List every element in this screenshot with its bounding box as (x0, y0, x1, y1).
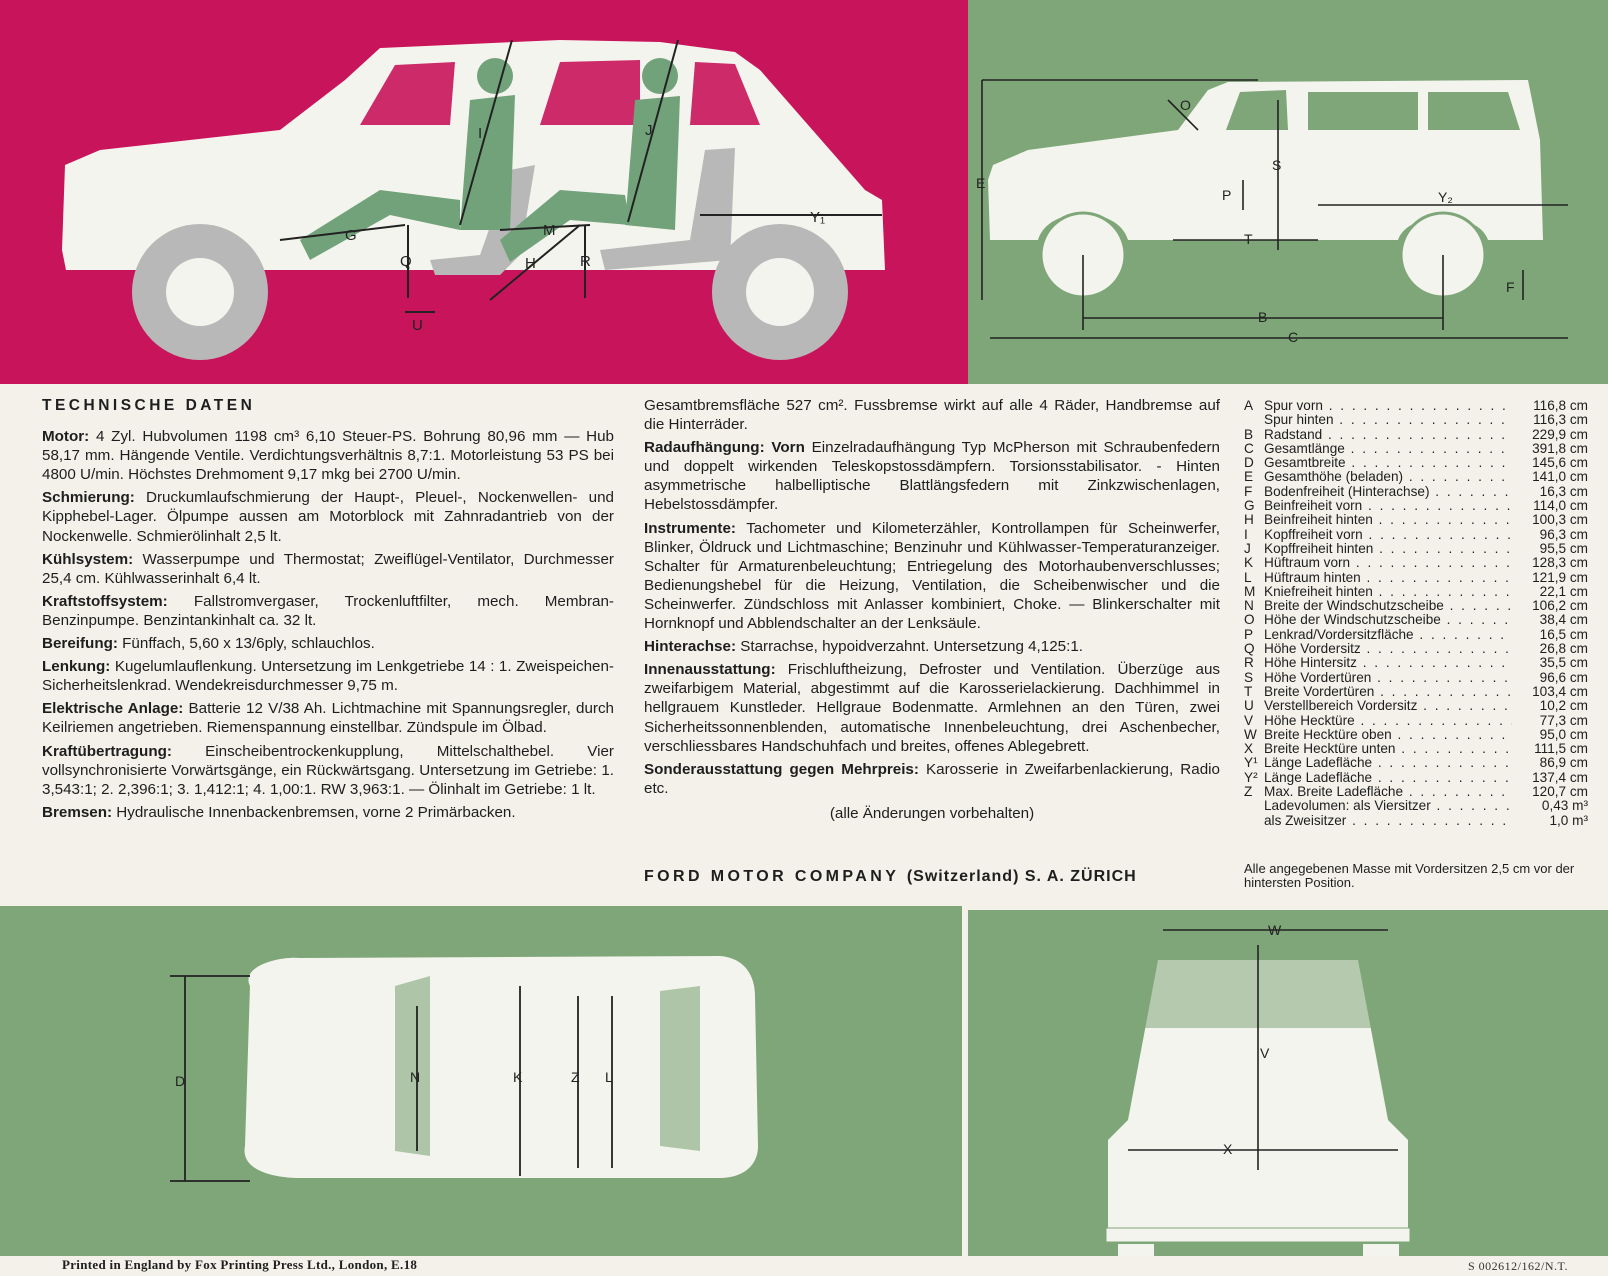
dimension-letter (1244, 814, 1264, 828)
label-T: T (1244, 231, 1253, 247)
dimension-value: 121,9 cm (1512, 571, 1588, 585)
dimension-row (1244, 528, 1588, 542)
bumper (1106, 1228, 1410, 1242)
dimension-row (1244, 556, 1588, 570)
dimension-value: 10,2 cm (1512, 699, 1588, 713)
dimension-letter: W (1244, 726, 1257, 742)
dimension-label: Lenkrad/Vordersitzfläche . . . (1264, 628, 1512, 642)
dimension-value: 128,3 cm (1512, 556, 1588, 570)
dimension-row (1244, 728, 1588, 742)
label-X: X (1223, 1141, 1233, 1157)
dimension-letter (1244, 799, 1264, 813)
dimension-letter: P (1244, 626, 1254, 642)
spec-paragraph: Instrumente: Tachometer und Kilometerzähler, Kontrollampen für Scheinwerfer, Blinker, Öldruck und Lichtmaschine; Benzinuhr und Kühlwasser-Temperaturanzeiger. Schalter für Armaturenbeleuchtung; Entriegelung des Motorhaubenverschlusses; Bedienungshebel für die Heizung, Ventilation, die Scheibenwischer und die Scheinwerfer. Zündschloss mit Anlasser kombiniert, Choke. — Blinkerschalter mit Hornknopf und Abblendschalter an der Lenksäule. (644, 519, 1220, 633)
dimension-value: 111,5 cm (1512, 742, 1588, 756)
dimension-value: 106,2 cm (1512, 599, 1588, 613)
technical-data-column-2 (644, 396, 1220, 823)
technical-data-heading: TECHNISCHE DATEN (42, 397, 256, 414)
spec-paragraph: Bremsen: Hydraulische Innenbackenbremsen, vorne 2 Primärbacken. (42, 803, 516, 821)
dimension-label: Hüftraum vorn . . . (1264, 556, 1512, 570)
dimension-label: Höhe Vordersitz . . . (1264, 642, 1512, 656)
dimension-row (1244, 671, 1588, 685)
dimension-row (1244, 685, 1588, 699)
dimension-row (1244, 442, 1588, 456)
dimension-value: 114,0 cm (1512, 499, 1588, 513)
dimension-letter (1244, 413, 1264, 427)
dimension-value: 86,9 cm (1512, 756, 1588, 770)
dimension-letter: L (1244, 569, 1252, 585)
side-view-car-drawing (0, 0, 968, 384)
label-O: O (1180, 97, 1191, 113)
dimension-row (1244, 513, 1588, 527)
spec-paragraph: Bereifung: Fünffach, 5,60 x 13/6ply, schlauchlos. (42, 635, 375, 653)
spec-paragraph: Kühlsystem: Wasserpumpe und Thermostat; Zweiflügel-Ventilator, Durchmesser 25,4 cm. Kühlwasserinhalt 6,4 lt. (42, 550, 614, 587)
dimension-label: Höhe Vordertüren . . . (1264, 671, 1512, 685)
side-view-dimensions-diagram (968, 0, 1608, 384)
top-view-car-drawing (0, 906, 962, 1276)
dimension-label: Länge Ladefläche . . . (1264, 771, 1512, 785)
spec-paragraph: Kraftübertragung: Einscheibentrockenkupplung, Mittelschalthebel. Vier vollsynchronisierte Vorwärtsgänge, ein Rückwärtsgang. Untersetzung im Getriebe: 1. 3,543:1; 2. 2,396:1; 3. 1,412:1; 4. 1,00:1. RW 3,963:1. — Ölinhalt im Getriebe: 1 lt. (42, 742, 614, 798)
dimension-value: 116,8 cm (1512, 399, 1588, 413)
dimension-label: Kopffreiheit hinten . . . (1264, 542, 1512, 556)
dimensions-note: Alle angegebenen Masse mit Vordersitzen 2,5 cm vor der hintersten Position. (1244, 861, 1575, 890)
dimension-label: Gesamthöhe (beladen) . . . (1264, 470, 1512, 484)
dimension-label: Spur vorn . . . (1264, 399, 1512, 413)
windshield-top (395, 976, 430, 1156)
dimension-label: als Zweisitzer . . . (1264, 814, 1512, 828)
dimension-value: 116,3 cm (1512, 413, 1588, 427)
dimension-value: 77,3 cm (1512, 714, 1588, 728)
label-U: U (412, 317, 423, 334)
dimension-value: 22,1 cm (1512, 585, 1588, 599)
dimension-letter: V (1244, 712, 1254, 728)
dimension-label: Beinfreiheit vorn . . . (1264, 499, 1512, 513)
spec-paragraph: Schmierung: Druckumlaufschmierung der Haupt-, Pleuel-, Nockenwellen- und Kipphebel-Lager. Ölpumpe aussen am Motorblock mit Zahnradantrieb von der Nockenwelle. Schmierölinhalt 2,5 lt. (42, 489, 614, 545)
dimension-row (1244, 485, 1588, 499)
dimension-row (1244, 642, 1588, 656)
label-N: N (410, 1069, 421, 1085)
dimension-letter: E (1244, 469, 1254, 485)
dimension-letter: X (1244, 741, 1254, 757)
label-M: M (543, 222, 556, 239)
dimension-row (1244, 413, 1588, 427)
dimension-value: 96,3 cm (1512, 528, 1588, 542)
dimension-letter: J (1244, 540, 1251, 556)
dimension-row (1244, 542, 1588, 556)
dimension-letter: B (1244, 426, 1254, 442)
label-W: W (1268, 922, 1282, 938)
dimension-row (1244, 814, 1588, 828)
label-E: E (976, 175, 986, 191)
label-K: K (513, 1069, 523, 1085)
dimension-row (1244, 399, 1588, 413)
dimension-letter: G (1244, 498, 1255, 514)
dimension-value: 26,8 cm (1512, 642, 1588, 656)
dimension-label: Kniefreiheit hinten . . . (1264, 585, 1512, 599)
dimension-label: Breite Vordertüren . . . (1264, 685, 1512, 699)
dimension-label: Höhe der Windschutzscheibe . . . (1264, 613, 1512, 627)
dimension-letter: Y¹ (1244, 755, 1258, 771)
spec-paragraph: Radaufhängung: Vorn Einzelradaufhängung Typ McPherson mit Schraubenfedern und doppelt wirkenden Teleskopstossdämpfern. Torsionsstabilisator. - Hinten asymmetrische halbelliptische Blattlängsfedern mit Zinkzwischenlagen, Hebelstossdämpfer. (644, 439, 1220, 514)
dimension-label: Hüftraum hinten . . . (1264, 571, 1512, 585)
dimension-row (1244, 585, 1588, 599)
rear-window-top (660, 986, 700, 1151)
spec-paragraph: Lenkung: Kugelumlauflenkung. Untersetzung im Lenkgetriebe 14 : 1. Zweispeichen-Sicherheitslenkrad. Wendekreisdurchmesser 9,75 m. (42, 658, 614, 695)
label-J: J (645, 122, 653, 139)
side-view-diagram (0, 0, 968, 384)
label-Q: Q (400, 253, 412, 270)
spec-paragraph: Innenausstattung: Frischluftheizung, Defroster und Ventilation. Überzüge aus zweifarbigem Material, abgestimmt auf die Karosserielackierung. Dachhimmel in hellgrauem Kunstleder. Hellgraue Bodenmatte. Armlehnen an den Türen, zwei Sicherheitssonnenblenden, automatische Innenbeleuchtung, drei Aschenbecher, verschliessbares Handschuhfach und breites, offenes Ablegebrett. (644, 661, 1220, 755)
label-R: R (580, 253, 591, 270)
dimension-value: 100,3 cm (1512, 513, 1588, 527)
dimension-row (1244, 699, 1588, 713)
dimension-letter: O (1244, 612, 1255, 628)
printer-imprint: Printed in England by Fox Printing Press Ltd., London, E.18 (62, 1257, 418, 1272)
dimension-value: 96,6 cm (1512, 671, 1588, 685)
dimension-label: Breite Hecktüre unten . . . (1264, 742, 1512, 756)
dimension-label: Beinfreiheit hinten . . . (1264, 513, 1512, 527)
dimension-value: 16,3 cm (1512, 485, 1588, 499)
dimension-label: Kopffreiheit vorn . . . (1264, 528, 1512, 542)
label-D: D (175, 1073, 186, 1089)
spec-paragraph: Hinterachse: Starrachse, hypoidverzahnt. Untersetzung 4,125:1. (644, 638, 1083, 656)
dimension-value: 35,5 cm (1512, 656, 1588, 670)
label-P: P (1222, 187, 1232, 203)
company-title: FORD MOTOR COMPANY (644, 868, 899, 885)
dimension-value: 391,8 cm (1512, 442, 1588, 456)
dimension-label: Breite der Windschutzscheibe . . . (1264, 599, 1512, 613)
dimension-letter: K (1244, 555, 1254, 571)
label-Y2: Y₂ (1438, 189, 1453, 205)
side-dimensions-car-drawing (968, 0, 1608, 384)
dimension-row (1244, 756, 1588, 770)
dimension-row (1244, 613, 1588, 627)
dimension-row (1244, 714, 1588, 728)
dimension-label: Länge Ladefläche . . . (1264, 756, 1512, 770)
dimension-letter: M (1244, 583, 1256, 599)
dimensions-table (1244, 399, 1588, 828)
company-name (644, 868, 1137, 886)
dimension-row (1244, 785, 1588, 799)
label-G: G (345, 227, 357, 244)
dimension-value: 145,6 cm (1512, 456, 1588, 470)
dimension-value: 103,4 cm (1512, 685, 1588, 699)
spec-paragraph: Sonderausstattung gegen Mehrpreis: Karosserie in Zweifarbenlackierung, Radio etc. (644, 760, 1220, 797)
dimension-value: 1,0 m³ (1512, 814, 1588, 828)
dimension-row (1244, 656, 1588, 670)
dimension-label: Höhe Hecktüre . . . (1264, 714, 1512, 728)
dimension-letter: R (1244, 655, 1254, 671)
company-location: (Switzerland) S. A. ZÜRICH (906, 868, 1137, 885)
dimension-value: 0,43 m³ (1512, 799, 1588, 813)
spec-paragraph: Elektrische Anlage: Batterie 12 V/38 Ah. Lichtmachine mit Spannungsregler, durch Keilriemen angetrieben. Riemenspannung einstellbar. Zündspule im Ölbad. (42, 700, 614, 737)
dimension-label: Radstand . . . (1264, 428, 1512, 442)
top-view-diagram (0, 906, 962, 1276)
dimension-label: Verstellbereich Vordersitz . . . (1264, 699, 1512, 713)
dimension-row (1244, 428, 1588, 442)
dimension-row (1244, 470, 1588, 484)
spec-paragraph: Kraftstoffsystem: Fallstromvergaser, Trockenluftfilter, mech. Membran-Benzinpumpe. Benzintankinhalt ca. 32 lt. (42, 592, 614, 629)
label-C: C (1288, 329, 1299, 345)
dimension-label: Gesamtlänge . . . (1264, 442, 1512, 456)
dimension-letter: F (1244, 483, 1253, 499)
label-Y1: Y₁ (810, 209, 826, 226)
window-rear-right (1428, 92, 1520, 130)
dimension-letter: Q (1244, 641, 1255, 657)
dimension-value: 229,9 cm (1512, 428, 1588, 442)
dimension-label: Höhe Hintersitz . . . (1264, 656, 1512, 670)
dimension-row (1244, 499, 1588, 513)
dimension-letter: N (1244, 598, 1254, 614)
dimension-label: Gesamtbreite . . . (1264, 456, 1512, 470)
dimension-letter: S (1244, 669, 1254, 685)
label-Z: Z (571, 1069, 580, 1085)
label-S: S (1272, 157, 1282, 173)
dimension-label: Max. Breite Ladefläche . . . (1264, 785, 1512, 799)
dimension-label: Bodenfreiheit (Hinterachse) . . . (1264, 485, 1512, 499)
dimension-row (1244, 799, 1588, 813)
dimension-letter: H (1244, 512, 1254, 528)
dimension-value: 38,4 cm (1512, 613, 1588, 627)
technical-data-column-1 (42, 396, 614, 826)
label-F: F (1506, 279, 1515, 295)
label-V: V (1260, 1045, 1270, 1061)
dimension-value: 141,0 cm (1512, 470, 1588, 484)
dimension-letter: D (1244, 455, 1254, 471)
spec-paragraph: Motor: 4 Zyl. Hubvolumen 1198 cm³ 6,10 Steuer-PS. Bohrung 80,96 mm — Hub 58,17 mm. Hängende Ventile. Verdichtungsverhältnis 8,7:1. Motorleistung 53 PS bei 4800 U/min. Höchstes Drehmoment 9,17 mkg bei 2700 U/min. (42, 428, 614, 484)
rear-view-car-drawing (968, 910, 1608, 1276)
label-L: L (605, 1069, 613, 1085)
spec-paragraph: Gesamtbremsfläche 527 cm². Fussbremse wirkt auf alle 4 Räder, Handbremse auf die Hinterräder. (644, 397, 1220, 434)
dimension-row (1244, 571, 1588, 585)
dimension-letter: T (1244, 683, 1253, 699)
dimension-value: 95,5 cm (1512, 542, 1588, 556)
dimension-label: Ladevolumen: als Viersitzer . . . (1264, 799, 1512, 813)
window-mid-right (1308, 92, 1418, 130)
dimension-letter: I (1244, 526, 1248, 542)
label-B: B (1258, 309, 1268, 325)
dimension-letter: Z (1244, 784, 1253, 800)
dimension-value: 120,7 cm (1512, 785, 1588, 799)
rear-view-diagram (968, 910, 1608, 1276)
label-H: H (525, 255, 536, 272)
dimension-value: 95,0 cm (1512, 728, 1588, 742)
dimension-letter: U (1244, 698, 1254, 714)
dimension-row (1244, 456, 1588, 470)
dimension-row (1244, 742, 1588, 756)
dimension-letter: C (1244, 440, 1254, 456)
print-code: S 002612/162/N.T. (1468, 1259, 1568, 1273)
label-I: I (478, 125, 483, 142)
dimension-letter: A (1244, 398, 1254, 413)
dimension-value: 16,5 cm (1512, 628, 1588, 642)
dimension-row (1244, 599, 1588, 613)
dimension-letter: Y² (1244, 769, 1258, 785)
dimension-row (1244, 771, 1588, 785)
dimension-label: Spur hinten . . . (1264, 413, 1512, 427)
dimension-label: Breite Hecktüre oben . . . (1264, 728, 1512, 742)
reserve-note: (alle Änderungen vorbehalten) (829, 804, 1035, 822)
dimension-row (1244, 628, 1588, 642)
dimension-value: 137,4 cm (1512, 771, 1588, 785)
